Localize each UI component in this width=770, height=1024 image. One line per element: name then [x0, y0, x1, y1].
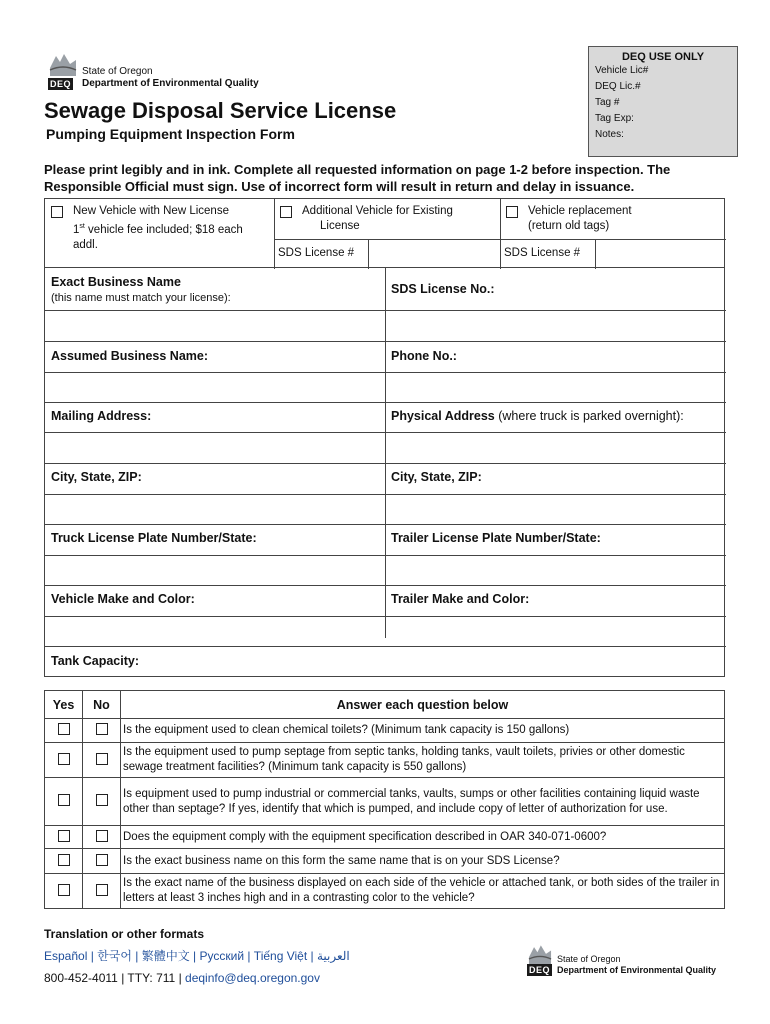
deq-abbr: DEQ [50, 79, 72, 89]
phone-number: 800-452-4011 [44, 971, 118, 985]
q2-yes-checkbox[interactable] [58, 753, 70, 765]
deq-logo-footer [527, 942, 716, 976]
questions-table [44, 690, 725, 909]
truck-plate-label: Truck License Plate Number/State: [51, 531, 257, 545]
new-vehicle-label: New Vehicle with New License 1st vehicle fee included; $18 each addl. [73, 205, 243, 251]
question-text: Is the equipment used to pump septage from septic tanks, holding tanks, vault toilets, privies or other domestic sewage treatment facilities? (Minimum tank capacity is 550 gallons) [121, 743, 725, 778]
no-header: No [83, 691, 121, 719]
sds-license-no-label: SDS License No.: [391, 282, 495, 296]
business-name-input[interactable] [45, 311, 385, 341]
tty-number: TTY: 711 [127, 971, 176, 985]
state-name: State of Oregon [82, 66, 153, 77]
question-row [45, 874, 725, 909]
business-info-grid [44, 268, 725, 677]
translation-heading: Translation or other formats [44, 927, 205, 941]
email-link[interactable]: deqinfo@deq.oregon.gov [185, 971, 320, 985]
deq-abbr: DEQ [529, 965, 551, 975]
q6-no-checkbox[interactable] [96, 884, 108, 896]
vehicle-make-input[interactable] [45, 617, 385, 646]
contact-line: 800-452-4011 | TTY: 711 | deqinfo@deq.oregon.gov [44, 971, 320, 985]
business-name-note: (this name must match your license): [51, 292, 231, 304]
language-links[interactable]: Español | 한국어 | 繁體中文 | Pусский | Tiếng Việt | العربية [44, 949, 350, 963]
city-state-zip-label-mailing: City, State, ZIP: [51, 470, 142, 484]
option-new-vehicle[interactable] [45, 199, 274, 269]
question-text: Is the equipment used to clean chemical toilets? (Minimum tank capacity is 150 gallons) [121, 719, 725, 743]
q5-yes-checkbox[interactable] [58, 854, 70, 866]
trailer-plate-label: Trailer License Plate Number/State: [391, 531, 601, 545]
deq-field-notes: Notes: [595, 129, 624, 140]
footer [44, 927, 350, 985]
department-name: Department of Environmental Quality [82, 78, 259, 89]
vehicle-make-label: Vehicle Make and Color: [51, 592, 195, 606]
question-row [45, 743, 725, 778]
form-subtitle: Pumping Equipment Inspection Form [46, 126, 295, 142]
vehicle-replacement-label: Vehicle replacement (return old tags) [528, 205, 632, 232]
assumed-name-label: Assumed Business Name: [51, 349, 209, 363]
deq-logo [48, 50, 259, 90]
sds-license-label-additional: SDS License # [278, 247, 355, 259]
q4-yes-checkbox[interactable] [58, 830, 70, 842]
phone-label: Phone No.: [391, 349, 457, 363]
mailing-address-input[interactable] [45, 433, 385, 463]
question-row [45, 849, 725, 874]
logo-text [82, 66, 259, 90]
deq-field-tag-exp: Tag Exp: [595, 113, 634, 124]
city-state-zip-input-physical[interactable] [386, 495, 726, 524]
department-name: Department of Environmental Quality [557, 965, 717, 975]
deq-field-deq-lic: DEQ Lic.# [595, 81, 641, 92]
sds-license-no-input[interactable] [386, 311, 726, 341]
mailing-address-label: Mailing Address: [51, 409, 152, 423]
city-state-zip-label-physical: City, State, ZIP: [391, 470, 482, 484]
form-title: Sewage Disposal Service License [44, 98, 397, 123]
logo-text [557, 954, 716, 976]
assumed-name-input[interactable] [45, 373, 385, 402]
tank-capacity-label: Tank Capacity: [51, 654, 139, 668]
yes-header: Yes [45, 691, 83, 719]
business-name-label: Exact Business Name [51, 275, 181, 289]
physical-address-label: Physical Address (where truck is parked overnight): [391, 409, 684, 423]
q3-yes-checkbox[interactable] [58, 794, 70, 806]
q5-no-checkbox[interactable] [96, 854, 108, 866]
question-text: Is the exact name of the business displayed on each side of the vehicle or attached tank, or both sides of the trailer in letters at least 3 inches high and in a contrasting color to the vehicle? [121, 874, 725, 909]
deq-field-tag: Tag # [595, 97, 620, 108]
license-type-options [44, 198, 725, 268]
question-row [45, 778, 725, 826]
question-text: Is the exact business name on this form the same name that is on your SDS License? [121, 849, 725, 874]
question-text: Does the equipment comply with the equipment specification described in OAR 340-071-0600? [121, 826, 725, 849]
oregon-deq-logo-mark [48, 50, 78, 90]
city-state-zip-input-mailing[interactable] [45, 495, 385, 524]
deq-use-only-box [588, 46, 738, 157]
physical-address-input[interactable] [386, 433, 726, 463]
questions-header-row [45, 691, 725, 719]
answer-heading: Answer each question below [121, 691, 725, 719]
q1-yes-checkbox[interactable] [58, 723, 70, 735]
sds-license-label-replacement: SDS License # [504, 247, 581, 259]
new-vehicle-checkbox[interactable] [51, 206, 63, 218]
q3-no-checkbox[interactable] [96, 794, 108, 806]
question-row [45, 719, 725, 743]
vehicle-replacement-checkbox[interactable] [506, 206, 518, 218]
q1-no-checkbox[interactable] [96, 723, 108, 735]
q2-no-checkbox[interactable] [96, 753, 108, 765]
state-name: State of Oregon [557, 954, 621, 964]
q4-no-checkbox[interactable] [96, 830, 108, 842]
additional-vehicle-label: Additional Vehicle for Existing License [302, 205, 453, 232]
question-text: Is equipment used to pump industrial or commercial tanks, vaults, sumps or other facilities containing liquid waste other than septage? If yes, identify that which is pumped, and include copy of letter of authorization for use. [121, 778, 725, 826]
oregon-deq-logo-mark [527, 942, 553, 976]
question-row [45, 826, 725, 849]
instructions: Please print legibly and in ink. Complete all requested information on page 1-2 before inspection. The Responsible Official must sign. Use of incorrect form will result in return and delay in issuance. [44, 162, 671, 194]
additional-vehicle-checkbox[interactable] [280, 206, 292, 218]
deq-field-vehicle-lic: Vehicle Lic# [595, 65, 649, 76]
trailer-make-input[interactable] [386, 617, 726, 646]
deq-use-heading: DEQ USE ONLY [621, 51, 705, 63]
phone-input[interactable] [386, 373, 726, 402]
trailer-make-label: Trailer Make and Color: [391, 592, 530, 606]
truck-plate-input[interactable] [45, 556, 385, 585]
trailer-plate-input[interactable] [386, 556, 726, 585]
q6-yes-checkbox[interactable] [58, 884, 70, 896]
